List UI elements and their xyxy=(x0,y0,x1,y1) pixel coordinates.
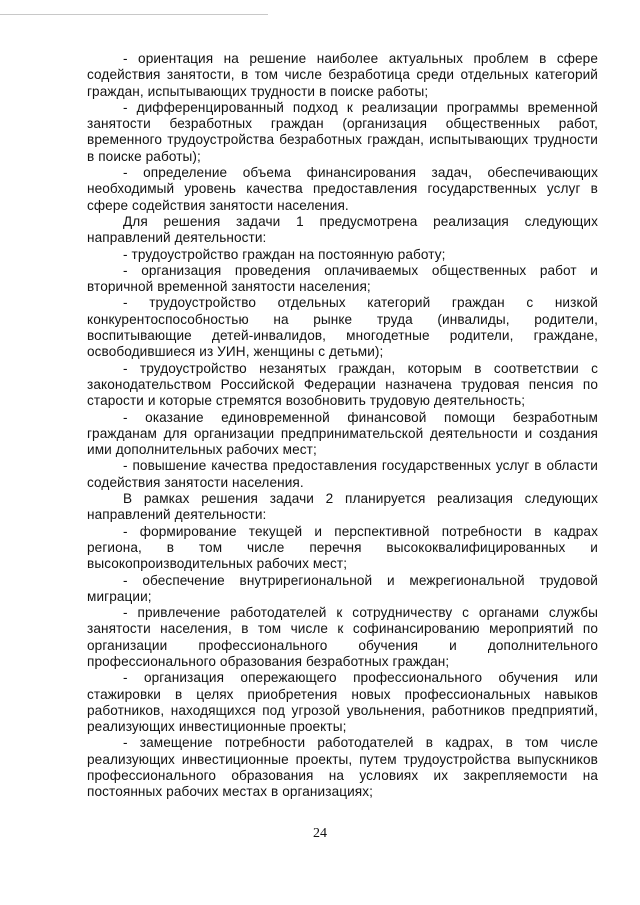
paragraph: - повышение качества предоставления государственных услуг в области содействия занятости населения. xyxy=(87,458,598,490)
paragraph: - организация опережающего профессионального обучения или стажировки в целях приобретения новых профессиональных навыков работников, находящихся под угрозой увольнения, работников предприятий, реализующих инвестиционные проекты; xyxy=(87,670,598,735)
paragraph: - оказание единовременной финансовой помощи безработным гражданам для организации предпринимательской деятельности и создания ими дополнительных рабочих мест; xyxy=(87,409,598,458)
paragraph: - обеспечение внутрирегиональной и межрегиональной трудовой миграции; xyxy=(87,572,598,604)
document-body xyxy=(87,51,598,801)
paragraph: - организация проведения оплачиваемых общественных работ и вторичной временной занятости населения; xyxy=(87,262,598,295)
paragraph: - определение объема финансирования задач, обеспечивающих необходимый уровень качества предоставления государственных услуг в сфере содействия занятости населения. xyxy=(87,165,598,213)
paragraph: - ориентация на решение наиболее актуальных проблем в сфере содействия занятости, в том числе безработица среди отдельных категорий граждан, испытывающих трудности в поиске работы; xyxy=(87,51,598,99)
scan-edge-line xyxy=(0,14,268,15)
paragraph: - формирование текущей и перспективной потребности в кадрах региона, в том числе перечня высококвалифицированных и высокопроизводительных рабочих мест; xyxy=(87,523,598,572)
paragraph: - дифференцированный подход к реализации программы временной занятости безработных граждан (организация общественных работ, временного трудоустройства безработных граждан, испытывающих трудности в поиске работы); xyxy=(87,99,598,164)
paragraph: - привлечение работодателей к сотрудничеству с органами службы занятости населения, в том числе к софинансированию мероприятий по организации профессионального обучения и дополнительного профессионального образования безработных граждан; xyxy=(87,605,598,669)
paragraph: Для решения задачи 1 предусмотрена реализация следующих направлений деятельности: xyxy=(87,213,598,246)
paragraph: - трудоустройство отдельных категорий граждан с низкой конкурентоспособностью на рынке труда (инвалиды, родители, воспитывающие детей-инвалидов, многодетные родители, граждане, освободившиеся из УИН, женщины с детьми); xyxy=(87,295,598,360)
paragraph: - трудоустройство незанятых граждан, которым в соответствии с законодательством Российской Федерации назначена трудовая пенсия по старости и которые стремятся возобновить трудовую деятельность; xyxy=(87,360,598,409)
page-number: 24 xyxy=(313,826,327,841)
paragraph: - трудоустройство граждан на постоянную работу; xyxy=(123,246,446,262)
paragraph: В рамках решения задачи 2 планируется реализация следующих направлений деятельности: xyxy=(87,491,598,523)
paragraph: - замещение потребности работодателей в кадрах, в том числе реализующих инвестиционные проекты, путем трудоустройства выпускников профессионального образования на условиях их закрепляемости на постоянных рабочих местах в организациях; xyxy=(87,735,598,800)
